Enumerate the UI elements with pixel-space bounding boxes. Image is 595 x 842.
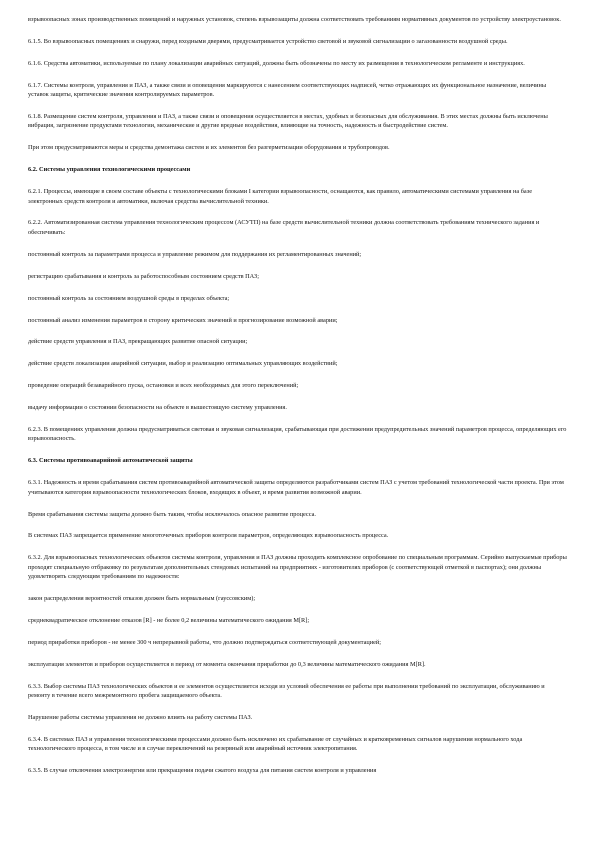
list-item: эксплуатация элементов и приборов осуществляется в период от момента окончания приработки до 0,3 величины математического ожидания M[R]. [28,660,426,668]
list-item: проведение операций безаварийного пуска, остановки и всех необходимых для этого переключений; [28,382,299,390]
paragraph-multipoint: В системах ПАЗ запрещается применение многоточечных приборов контроля параметров, определяющих взрывоопасность процесса. [28,532,389,540]
list-item: закон распределения вероятностей отказов должен быть нормальным (гауссовским); [28,595,256,603]
paragraph-6-2-2: 6.2.2. Автоматизированная система управления технологическим процессом (АСУТП) на базе средств вычислительной техники должна соответствовать требованиям технического задания и обеспечивать: [28,219,540,236]
paragraph-response-time: Время срабатывания системы защиты должно быть таким, чтобы исключалось опасное развитие процесса. [28,510,316,518]
paragraph-6-3-3: 6.3.3. Выбор системы ПАЗ технологических объектов и ее элементов осуществляется исходя из условий обеспечения ее работы при выполнении требований по эксплуатации, обслуживанию и ремонту в течение всего межремонтного пробега защищаемого объекта. [28,682,545,700]
list-item: действие средств управления и ПАЗ, прекращающих развитие опасной ситуации; [28,338,248,346]
paragraph-6-3-5: 6.3.5. В случае отключения электроэнергии или прекращения подачи сжатого воздуха для питания систем контроля и управления [28,767,377,775]
section-heading-6-3: 6.3. Системы противоаварийной автоматической защиты [28,457,193,465]
paragraph-6-1-7: 6.1.7. Системы контроля, управления и ПАЗ, а также связи и оповещения маркируются с нанесением соответствующих надписей, четко отражающих их функциональное назначение, величины уставок защиты, критические значения контролируемых параметров. [28,81,547,99]
paragraph-6-2-3: 6.2.3. В помещениях управления должна предусматриваться световая и звуковая сигнализация, срабатывающая при достижении предупредительных значений параметров процесса, определяющих его взрывоопасность. [28,426,567,443]
paragraph-6-3-2: 6.3.2. Для взрывоопасных технологических объектов системы контроля, управления и ПАЗ должны проходить комплексное опробование по специальным программам. Серийно выпускаемые приборы проходят специальную отбраковку по результатам дополнительных стендовых испытаний на предприятиях - изготовителях приборов (с соответствующей отметкой в паспортах); они должны удовлетворять следующим требованиям по надежности: [28,554,567,581]
list-item: среднеквадратическое отклонение отказов [R] - не более 0,2 величины математического ожидания M[R]; [28,617,310,624]
list-item: период приработки приборов - не менее 300 ч непрерывной работы, что должно подтверждаться соответствующей документацией; [28,638,382,646]
paragraph-6-3-4: 6.3.4. В системах ПАЗ и управления технологическими процессами должно быть исключено их срабатывание от случайных и кратковременных сигналов нарушения нормального хода технологического процесса, в том числе и в случае переключений на резервный или аварийный источник электропитания. [28,735,523,753]
section-heading-6-2: 6.2. Системы управления технологическими процессами [28,166,191,174]
paragraph-6-1-8: 6.1.8. Размещение систем контроля, управления и ПАЗ, а также связи и оповещения осуществляется в местах, удобных и безопасных для обслуживания. В этих местах должны быть исключены вибрация, загрязнение продуктами технологии, механические и другие вредные воздействия, влияющие на точность, надежность и быстродействие систем. [28,113,548,130]
paragraph-intro: взрывоопасных зонах производственных помещений и наружных установок, степень взрывозащиты должна соответствовать требованиям нормативных документов по устройству электроустановок. [28,16,561,23]
list-item: постоянный контроль за состоянием воздушной среды в пределах объекта; [28,294,230,302]
list-item: регистрацию срабатывания и контроль за работоспособным состоянием средств ПАЗ; [28,272,259,280]
list-item: выдачу информации о состоянии безопасности на объекте в вышестоящую систему управления. [28,404,287,412]
paragraph-control-failure: Нарушение работы системы управления не должно влиять на работу системы ПАЗ. [28,714,253,722]
paragraph-dismantling: При этом предусматриваются меры и средства демонтажа систем и их элементов без разгерметизации оборудования и трубопроводов. [28,144,390,152]
paragraph-6-1-6: 6.1.6. Средства автоматики, используемые по плану локализации аварийных ситуаций, должны быть обозначены по месту их размещения в технологическом регламенте и инструкциях. [28,59,525,67]
list-item: постоянный анализ изменения параметров в сторону критических значений и прогнозирование возможной аварии; [28,316,338,324]
paragraph-6-3-1: 6.3.1. Надежность и время срабатывания систем противоаварийной автоматической защиты определяются разработчиками систем ПАЗ с учетом требований технологической части проекта. При этом учитываются категория взрывоопасности технологических блоков, входящих в объект, и время развития возможной аварии. [28,479,564,496]
list-item: постоянный контроль за параметрами процесса и управление режимом для поддержания их регламентированных значений; [28,250,362,258]
paragraph-6-2-1: 6.2.1. Процессы, имеющие в своем составе объекты с технологическими блоками I категории взрывоопасности, оснащаются, как правило, автоматическими системами управления на базе электронных средств контроля и автоматики, включая средства вычислительной техники. [28,188,532,205]
paragraph-6-1-5: 6.1.5. Во взрывоопасных помещениях и снаружи, перед входными дверями, предусматривается устройство световой и звуковой сигнализации о загазованности воздушной среды. [28,37,508,45]
list-item: действие средств локализации аварийной ситуации, выбор и реализацию оптимальных управляющих воздействий; [28,360,338,368]
